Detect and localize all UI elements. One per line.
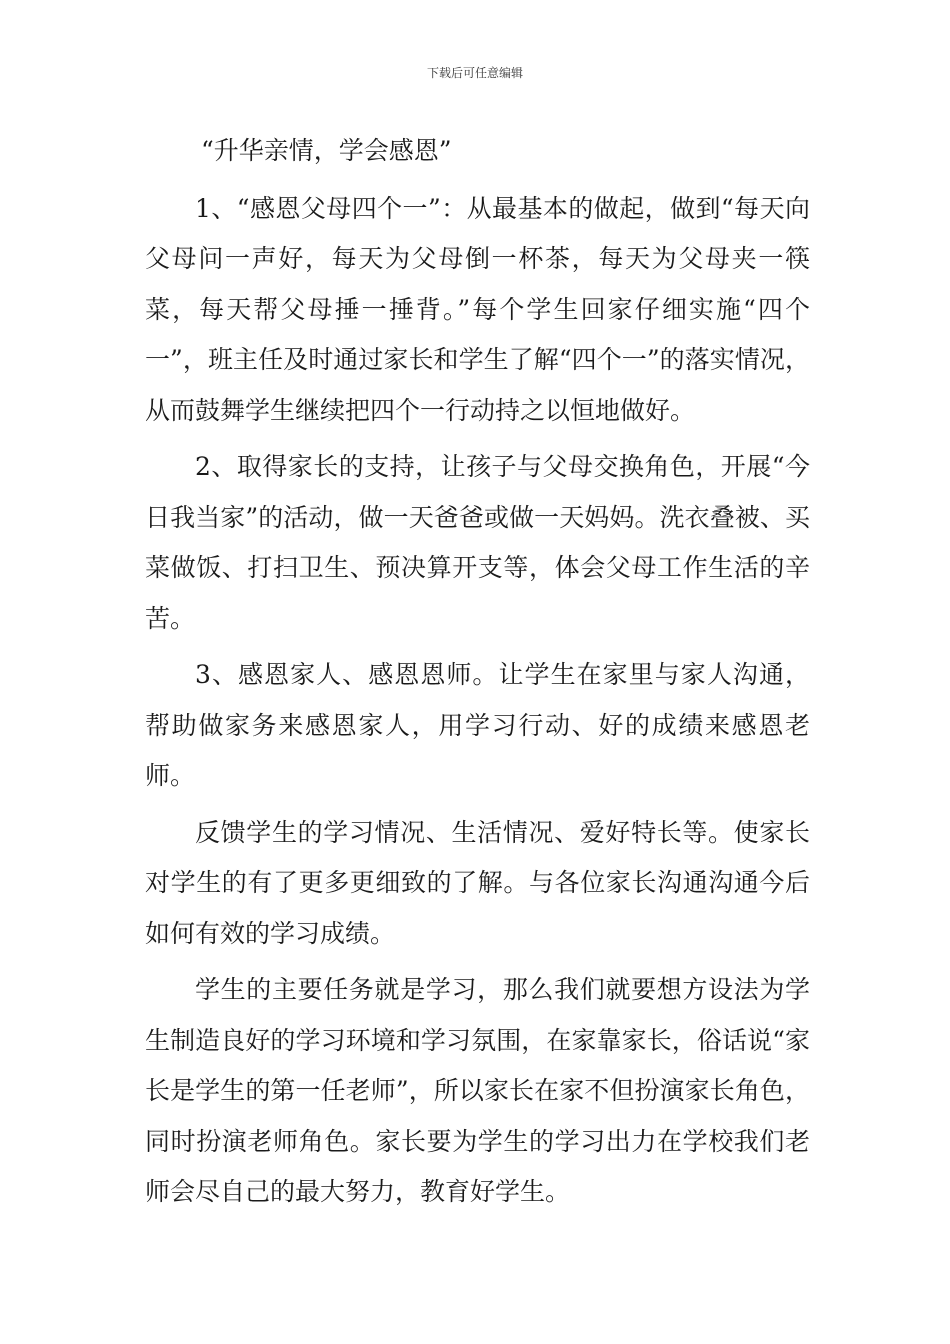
page-header-note: 下载后可任意编辑 bbox=[426, 66, 523, 80]
document-body bbox=[145, 126, 810, 1224]
paragraph-3: 3、感恩家人、感恩恩师。让学生在家里与家人沟通，帮助做家务来感恩家人，用学习行动、好的成绩来感恩老师。 bbox=[145, 660, 810, 790]
document-title: “升华亲情，学会感恩” bbox=[201, 136, 452, 165]
paragraph-2: 2、取得家长的支持，让孩子与父母交换角色，开展“今日我当家”的活动，做一天爸爸或做一天妈妈。洗衣叠被、买菜做饭、打扫卫生、预决算开支等，体会父母工作生活的辛苦。 bbox=[145, 452, 810, 633]
paragraph-4: 反馈学生的学习情况、生活情况、爱好特长等。使家长对学生的有了更多更细致的了解。与各位家长沟通沟通今后如何有效的学习成绩。 bbox=[145, 817, 810, 948]
paragraph-1: 1、“感恩父母四个一”：从最基本的做起，做到“每天向父母问一声好，每天为父母倒一杯茶，每天为父母夹一筷菜，每天帮父母捶一捶背。”每个学生回家仔细实施“四个一”，班主任及时通过家长和学生了解“四个一”的落实情况，从而鼓舞学生继续把四个一行动持之以恒地做好。 bbox=[145, 193, 810, 425]
paragraph-5: 学生的主要任务就是学习，那么我们就要想方设法为学生制造良好的学习环境和学习氛围，在家靠家长，俗话说“家长是学生的第一任老师”，所以家长在家不但扮演家长角色，同时扮演老师角色。家长要为学生的学习出力在学校我们老师会尽自己的最大努力，教育好学生。 bbox=[145, 975, 810, 1206]
